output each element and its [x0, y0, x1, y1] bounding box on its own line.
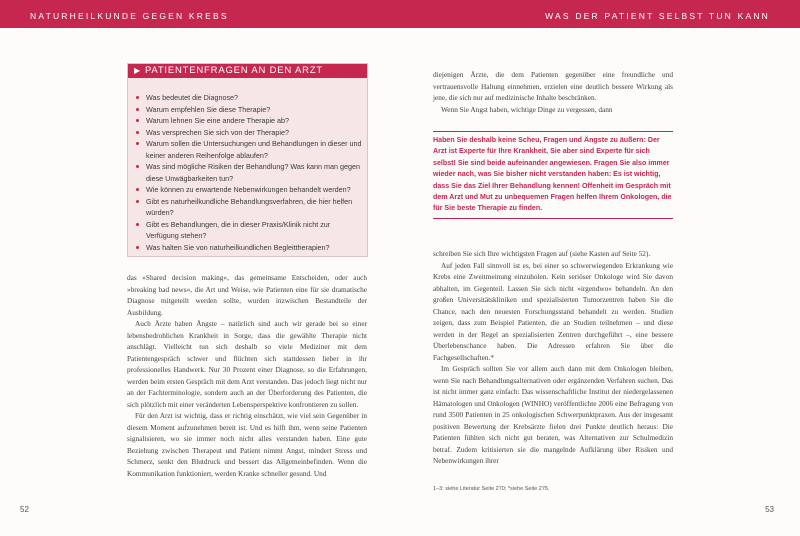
running-head-left: NATURHEILKUNDE GEGEN KREBS: [30, 11, 229, 21]
header-bar-right: [400, 0, 800, 28]
paragraph: Auf jeden Fall sinnvoll ist es, bei einer so schwerwiegenden Erkrankung wie Krebs eine Zweitmeinung einzuholen. Kein seriöser Onkologe wird Sie davon abhalten, im Gegenteil. Lassen Sie sich nicht »irgendwo« behandeln. An den großen Universitätskliniken und spezialisierten Tumorzentren haben Sie die Chance, nach den neuesten Forschungsstand behandelt zu werden. Studien zeigen, dass zum Beispiel Patienten, die an Studien teilnehmen – und diese werden in der Regel an spezialisierten Zentren durchgeführt –, eine bessere Überlebenschance haben. Die Adressen erfahren Sie über die Fachgesellschaften.*: [433, 260, 673, 362]
running-head-right: WAS DER PATIENT SELBST TUN KANN: [545, 11, 770, 21]
bullet-dot-icon: [136, 96, 139, 99]
bullet-dot-icon: [136, 142, 139, 145]
left-body-text: [127, 272, 367, 479]
bullet-dot-icon: [136, 108, 139, 111]
right-body-text-bottom: [433, 248, 673, 467]
paragraph: Wenn Sie Angst haben, wichtige Dinge zu vergessen, dann: [441, 104, 613, 114]
list-item: Warum sollen die Untersuchungen und Behandlungen in dieser und keiner anderen Reihenfolge ablaufen?: [136, 138, 364, 161]
question-list: [136, 92, 364, 253]
bullet-dot-icon: [136, 223, 139, 226]
box-title-bar: [128, 64, 367, 78]
list-item: Was versprechen Sie sich von der Therapie?: [136, 127, 364, 139]
footnote: 1–3: siehe Literatur Seite 270; *siehe Seite 275.: [433, 486, 550, 492]
right-body-text-top: [433, 69, 673, 115]
list-item: Gibt es Behandlungen, die in dieser Praxis/Klinik nicht zur Verfügung stehen?: [136, 219, 364, 242]
list-item: Was halten Sie von naturheilkundlichen Begleittherapien?: [136, 242, 364, 254]
list-item: Warum empfehlen Sie diese Therapie?: [136, 104, 364, 116]
page-number-right: 53: [765, 505, 774, 514]
paragraph: das »Shared decision making«, das gemeinsame Entscheiden, oder auch »breaking bad news«, die Art und Weise, wie Patienten eine für sie dramatische Diagnose mitgeteilt werden sollte, wurden inzwischen Bestandteile der Ausbildung.: [127, 273, 367, 317]
list-item: Wie können zu erwartende Nebenwirkungen behandelt werden?: [136, 184, 364, 196]
patient-questions-box: [127, 63, 368, 257]
bullet-dot-icon: [136, 119, 139, 122]
paragraph: diejenigen Ärzte, die dem Patienten gegenüber eine freundliche und vertrauensvolle Haltung einnehmen, erzielen eine deutlich bessere Wirkung als jene, die sich nur auf medizinische Inhalte beschränken.: [433, 70, 673, 102]
page-number-left: 52: [20, 505, 29, 514]
list-item: Warum lehnen Sie eine andere Therapie ab?: [136, 115, 364, 127]
list-item: Was sind mögliche Risiken der Behandlung? Was kann man gegen diese Unwägbarkeiten tun?: [136, 161, 364, 184]
play-arrow-icon: ▶: [134, 66, 141, 75]
bullet-dot-icon: [136, 165, 139, 168]
bullet-dot-icon: [136, 131, 139, 134]
list-item: Was bedeutet die Diagnose?: [136, 92, 364, 104]
bullet-dot-icon: [136, 200, 139, 203]
paragraph: Für den Arzt ist wichtig, dass er richtig einschätzt, wie viel sein Gegenüber in diesem Moment aufzunehmen bereit ist. Und es hilft ihm, wenn seine Patienten signalisieren, wo sie immer noch nicht alles verstanden haben. Eine gute Beziehung zwischen Therapeut und Patient nimmt Angst, mindert Stress und Schmerz, senkt den Blutdruck und bessert das Allgemeinbefinden. Wenn die Kommunikation funktioniert, werden Kranke schneller gesund. Und: [127, 411, 367, 478]
box-title: PATIENTENFRAGEN AN DEN ARZT: [144, 65, 323, 76]
header-bar-left: [0, 0, 400, 28]
paragraph: Auch Ärzte haben Ängste – natürlich sind auch wir gerade bei so einer lebensbedrohlichen Krankheit in Sorge, dass die gewählte Therapie nicht anschlägt. Vielleicht tun sich deshalb so viele Mediziner mit dem Patientengespräch schwer und flüchten sich stattdessen lieber in ihr professionelles Handwerk. Nur 30 Prozent einer Diagnose, so die Erfahrungen, werden beim ersten Gespräch mit dem Arzt verstanden. Das jedoch liegt nicht nur an der Fachterminologie, sondern auch an der Überforderung des Patienten, die sich plötzlich mit einer veränderten Lebensperspektive konfrontieren zu sollen.: [127, 319, 367, 409]
paragraph: Im Gespräch sollten Sie vor allem auch dann mit dem Onkologen bleiben, wenn Sie nach Behandlungsalternativen oder ergänzenden Verfahren suchen. Das ist nicht immer ganz einfach: Das wissenschaftliche Institut der niedergelassenen Hämatologen und Onkologen (WINHO) veröffentlichte 2006 eine Befragung von rund 3500 Patienten in 25 onkologischen Schwerpunktpraxen. Aus der insgesamt positiven Bewertung der Krebsärzte fielen drei Punkte deutlich heraus: Die Patienten fühlten sich nicht gut beraten, was Alternativen zur Schulmedizin betraf. Zudem kritisierten sie die mangelnde Aufklärung über Risiken und Nebenwirkungen ihrer: [433, 364, 673, 465]
list-item: Gibt es naturheilkundliche Behandlungsverfahren, die hier helfen würden?: [136, 196, 364, 219]
bullet-dot-icon: [136, 246, 139, 249]
highlight-callout: Haben Sie deshalb keine Scheu, Fragen und Ängste zu äußern: Der Arzt ist Experte für Ihre Krankheit, Sie aber sind Experte für sich selbst! Sie sind beide aufeinander angewiesen. Fragen Sie also immer wieder nach, was Sie bisher nicht verstanden haben: Es ist wichtig, dass Sie das Ziel Ihrer Behandlung kennen! Offenheit im Gespräch mit dem Arzt und Mut zu unbequemen Fragen helfen Ihrem Onkologen, die für Sie beste Therapie zu finden.: [433, 131, 673, 219]
paragraph: schreiben Sie sich Ihre wichtigsten Fragen auf (siehe Kasten auf Seite 52).: [433, 249, 651, 258]
bullet-dot-icon: [136, 188, 139, 191]
